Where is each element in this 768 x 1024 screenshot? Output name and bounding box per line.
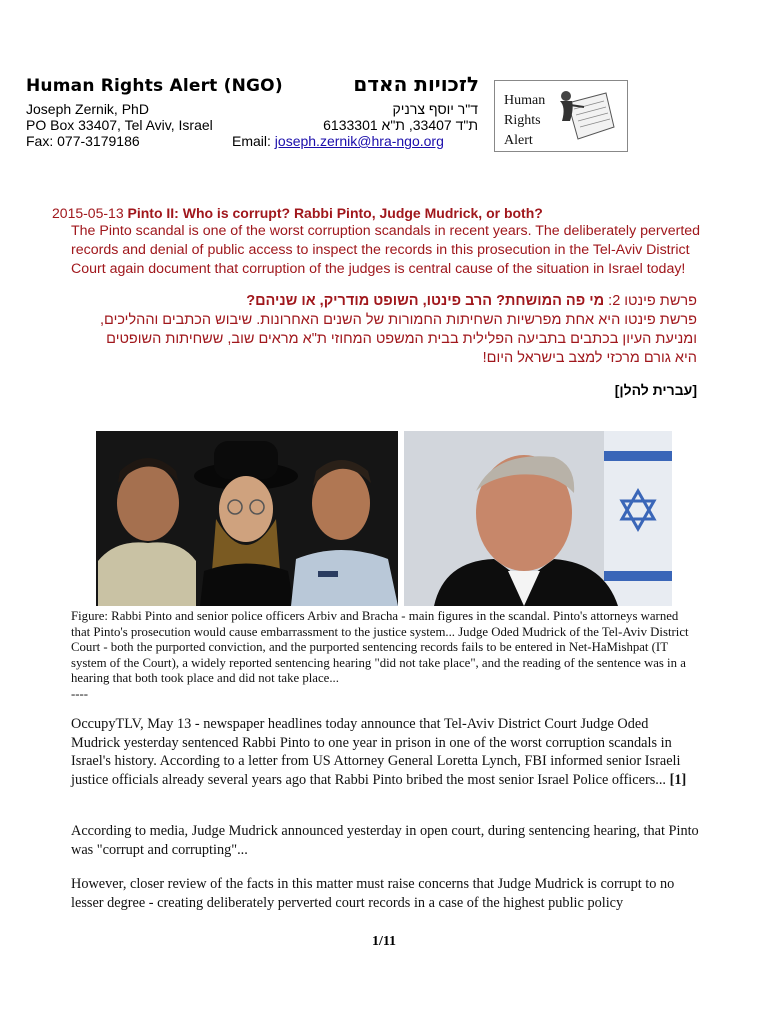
intro-summary: The Pinto scandal is one of the worst corruption scandals in recent years. The deliberately perverted records and denial of public access to inspect the records in this prosecution in the Tel-Aviv District Court again document that corruption of the judges is central cause of the situation in Israel today! <box>71 223 701 277</box>
org-name: Human Rights Alert (NGO) <box>26 76 283 96</box>
contact-name: Joseph Zernik, PhD <box>26 101 149 117</box>
hebrew-title <box>60 292 697 311</box>
contact-address-hebrew: ת"ד 33407, ת"א 6133301 <box>323 117 478 133</box>
body-paragraph-2: According to media, Judge Mudrick announced yesterday in open court, during sentencing hearing, that Pinto was "corrupt and corrupting"... <box>71 823 699 858</box>
logo-line-rights: Rights <box>504 113 541 128</box>
contact-name-hebrew: ד"ר יוסף צרניק <box>392 101 478 117</box>
hebrew-line-3: היא גורם מרכזי למצב בישראל היום! <box>482 350 697 366</box>
hebrew-title-question: מי פה המושחת? הרב פינטו, השופט מודריק, או שניהם? <box>246 293 605 309</box>
contact-fax: Fax: 077-3179186 <box>26 133 140 149</box>
logo-figure-illustration <box>554 87 622 145</box>
figure-caption <box>71 609 695 702</box>
body-paragraph-3: However, closer review of the facts in this matter must raise concerns that Judge Mudrick is corrupt to no lesser degree - creating deliberately perverted court records in a case of the highest public policy <box>71 876 675 911</box>
hebrew-section-link[interactable]: [עברית להלן] <box>614 382 697 398</box>
hebrew-line-1: פרשת פינטו היא אחת מפרשיות השחיתות החמורות של השנים האחרונות. שיבוש הכתבים וההליכים, <box>100 312 697 328</box>
caption-separator: ---- <box>71 686 89 701</box>
article-title: Pinto II: Who is corrupt? Rabbi Pinto, Judge Mudrick, or both? <box>127 205 543 221</box>
hebrew-line-2: ומניעת העיון בכתבים בתביעה הפלילית בבית המשפט המחוזי ת"א מראים שוב, ששחיתות השופטים <box>106 331 697 347</box>
photo-judge-mudrick <box>404 431 672 606</box>
figure-caption-text: Figure: Rabbi Pinto and senior police officers Arbiv and Bracha - main figures in the scandal. Pinto's attorneys warned that Pinto's prosecution would cause embarrassment to the justice system... Judge Oded Mudrick of the Tel-Aviv District Court - both the purported conviction, and the purported sentencing records fails to be entered in Net-HaMishpat (IT system of the Court), a widely reported sentencing hearing "did not take place", and the reading of the sentence was in a hearing that both took place and did not take place... <box>71 609 689 685</box>
body-paragraph-1 <box>71 715 701 789</box>
logo-line-human: Human <box>504 93 546 108</box>
hebrew-summary <box>60 292 697 368</box>
photo-pinto-and-officers <box>96 431 398 606</box>
page-number: 1/11 <box>371 934 397 949</box>
contact-address: PO Box 33407, Tel Aviv, Israel <box>26 117 213 133</box>
logo-text <box>504 91 545 151</box>
email-link[interactable]: joseph.zernik@hra-ngo.org <box>274 133 444 149</box>
body-paragraph-1-text: OccupyTLV, May 13 - newspaper headlines today announce that Tel-Aviv District Court Judge Oded Mudrick yesterday sentenced Rabbi Pinto to one year in prison in one of the worst corruption scandals in Israel's history. According to a letter from US Attorney General Loretta Lynch, FBI informed senior Israeli justice officials already several years ago that Rabbi Pinto bribed the most senior Israel Police officers... <box>71 716 681 788</box>
footnote-ref-1[interactable]: [1] <box>669 771 687 788</box>
org-name-hebrew: לזכויות האדם <box>353 72 479 96</box>
email-line <box>232 133 444 149</box>
logo-line-alert: Alert <box>504 133 533 148</box>
article-date: 2015-05-13 <box>52 205 124 221</box>
hra-logo <box>494 80 628 152</box>
email-label: Email: <box>232 133 271 149</box>
hebrew-title-prefix: פרשת פינטו 2: <box>604 293 697 309</box>
article-heading <box>52 204 543 222</box>
